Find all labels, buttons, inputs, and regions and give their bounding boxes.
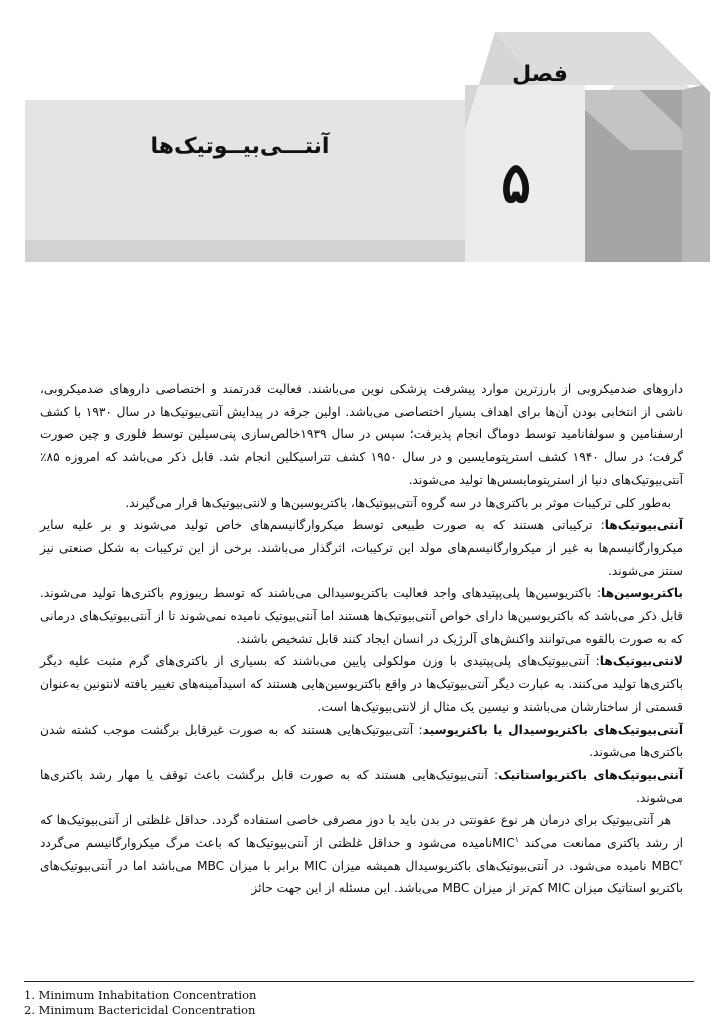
paragraph-intro: داروهای ضدمیکروبی از بارزترین موارد پیشرفت پزشکی نوین می‌باشند. فعالیت قدرتمند و اختصاصی داروهای ضدمیکروبی، ناشی از انتخابی بودن آن‌ها برای اهداف بسیار اختصاصی می‌باشد. اولین جرقه در پیدایش آنتی‌بیوتیک‌ها در سال ۱۹۳۰ با کشف ارسفنامین و سولفانامید توسط دوماگ انجام پذیرفت؛ سپس در سال ۱۹۳۹خالص‌سازی پنی‌سیلین توسط فلوری و چین صورت گرفت؛ در سال ۱۹۴۰ کشف استرپتومایسین و در سال ۱۹۵۰ کشف تتراسیکلین انجام شد. قابل ذکر می‌باشد که امروزه ۸۵٪ آنتی‌بیوتیک‌های دنیا از استرپتومایسس‌ها تولید می‌شوند. xyxy=(40,382,683,487)
mbc-text: نامیده می‌شود و حداقل غلظتی از آنتی‌بیوتیک‌ها که باعث مرگ میکروارگانیسم می‌گردد MBC xyxy=(40,836,679,873)
term-bactericidal: آنتی‌بیوتیک‌های باکتریوسیدال یا باکتریوسید xyxy=(422,722,684,737)
chapter-label: فصل xyxy=(512,62,568,87)
paragraph-bacteriocins xyxy=(40,582,683,650)
chapter-title: آنتـــی‌بیــوتیک‌ها xyxy=(150,134,330,159)
chapter-body xyxy=(40,378,683,900)
footnote-1: 1. Minimum Inhabitation Concentration xyxy=(24,988,257,1002)
term-bacteriocins: باکتریوسین‌ها xyxy=(601,586,683,601)
paragraph-lantibiotics xyxy=(40,650,683,718)
definition-antibiotics: : ترکیباتی هستند که به صورت طبیعی توسط میکروارگانیسم‌های خاص تولید می‌شوند و بر علیه سایر میکروارگانیسم‌ها به غیر از میکروارگانیسم‌های مولد این ترکیبات، اثرگذار می‌باشند. برخی از این ترکیبات به شکل صنعتی نیز سنتز می‌شوند. xyxy=(40,518,683,578)
paragraph-antibiotics xyxy=(40,514,683,582)
term-bacteriostatic: آنتی‌بیوتیک‌های باکتریواستاتیک xyxy=(498,767,684,782)
footnote-ref-1: ۱ xyxy=(514,835,520,844)
mic-mbc-comparison-text: نامیده می‌شود. در آنتی‌بیوتیک‌های باکتریوسیدال همیشه میزان MIC برابر با میزان MBC می‌باشد اما در آنتی‌بیوتیک‌های باکتریو استاتیک میزان MIC کم‌تر از میزان MBC می‌باشد. این مسئله از این جهت حائز xyxy=(40,858,683,896)
footnotes xyxy=(24,981,694,1018)
definition-bacteriocins: : باکتریوسین‌ها پلی‌پپتیدهای واجد فعالیت باکتریوسیدالی می‌باشند که توسط ریبوزوم باکتری‌ها تولید می‌شوند. قابل ذکر می‌باشد که باکتریوسین‌ها دارای خواص آنتی‌بیوتیک‌ها هستند اما آنتی‌بیوتیک نامیده نمی‌شوند تا از آنتی‌بیوتیک‌های درمانی که به صورت بالقوه می‌توانند واکنش‌های آلرژیک در انسان ایجاد کنند قابل تشخیص باشند. xyxy=(40,586,683,646)
chapter-banner-graphic xyxy=(0,0,721,280)
mic-text: هر آنتی‌بیوتیک برای درمان هر نوع عفونتی در بدن باید با دوز مصرفی خاصی استفاده گردد. حداقل غلظتی از آنتی‌بیوتیک‌ها که از رشد باکتری ممانعت می‌کند MIC xyxy=(40,813,683,851)
definition-lantibiotics: : آنتی‌بیوتیک‌های پلی‌پپتیدی با وزن مولکولی پایین می‌باشند که بسیاری از باکتری‌های گرم مثبت علیه دیگر باکتری‌ها تولید می‌کنند. به عبارت دیگر آنتی‌بیوتیک‌ها در واقع باکتریوسین‌هایی هستند که اسیدآمینه‌های تغییر یافته لانتونین به‌عنوان قسمتی از ساختارشان می‌باشند و نیسین یک مثال از لانتی‌بیوتیک‌ها است. xyxy=(40,654,683,714)
paragraph-bactericidal xyxy=(40,719,683,764)
chapter-number: ۵ xyxy=(500,150,532,216)
paragraph-groups: به‌طور کلی ترکیبات موثر بر باکتری‌ها در سه گروه آنتی‌بیوتیک‌ها، باکتریوسین‌ها و لانتی‌بیوتیک‌ها قرار می‌گیرند. xyxy=(125,495,671,510)
definition-bacteriostatic: : آنتی‌بیوتیک‌هایی هستند که به صورت قابل برگشت باعث توقف یا مهار رشد باکتری‌ها می‌شوند. xyxy=(40,767,683,805)
paragraph-mic-mbc xyxy=(40,809,683,900)
term-antibiotics: آنتی‌بیوتیک‌ها xyxy=(604,518,683,533)
footnote-2: 2. Minimum Bactericidal Concentration xyxy=(24,1003,256,1017)
footnote-ref-2: ۲ xyxy=(678,857,683,867)
chapter-header xyxy=(0,0,721,280)
paragraph-bacteriostatic xyxy=(40,764,683,809)
term-lantibiotics: لانتی‌بیوتیک‌ها xyxy=(599,654,683,669)
definition-bactericidal: : آنتی‌بیوتیک‌هایی هستند که به صورت غیرقابل برگشت موجب کشته شدن باکتری‌ها می‌شوند. xyxy=(40,722,683,760)
